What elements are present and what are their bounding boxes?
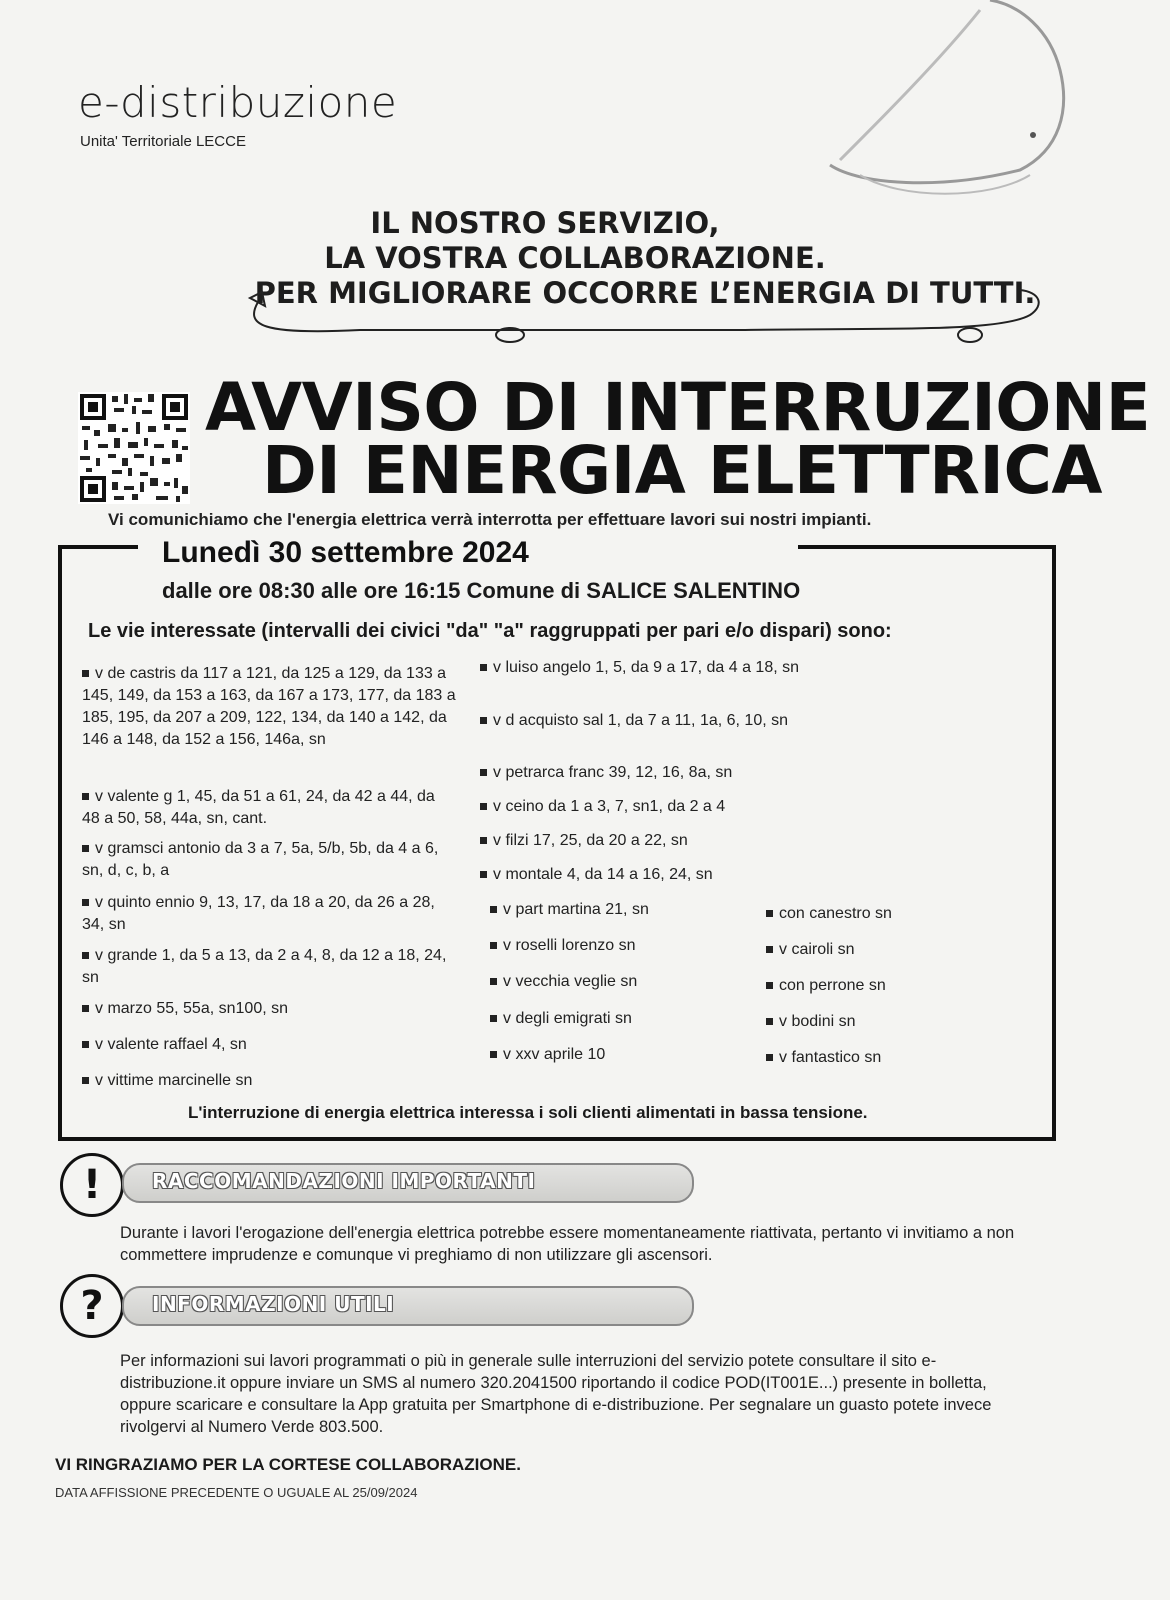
street-item: v quinto ennio 9, 13, 17, da 18 a 20, da 26 a 28, 34, sn (82, 894, 435, 933)
street-item: v de castris da 117 a 121, da 125 a 129, da 133 a 145, 149, da 153 a 163, da 167 a 173, 177, da 183 a 185, 195, da 207 a 209, 122, 134, da 140 a 142, da 146 a 148, da 152 a 156, 146a, sn (82, 665, 456, 748)
street-item: v luiso angelo 1, 5, da 9 a 17, da 4 a 18, sn (480, 657, 900, 679)
info-heading: INFORMAZIONI UTILI (152, 1292, 395, 1316)
street-item: v cairoli sn (766, 939, 1016, 961)
street-item: v degli emigrati sn (490, 1008, 750, 1030)
slogan-line-1: IL NOSTRO SERVIZIO, (370, 206, 720, 240)
street-item: v valente raffael 4, sn (82, 1034, 457, 1056)
street-item: v d acquisto sal 1, da 7 a 11, 1a, 6, 10, sn (480, 710, 900, 732)
outage-hours: dalle ore 08:30 alle ore 16:15 Comune di SALICE SALENTINO (162, 578, 801, 603)
street-item: con perrone sn (766, 975, 1016, 997)
slogan-line-2: LA VOSTRA COLLABORAZIONE. (324, 241, 826, 275)
street-item: v vittime marcinelle sn (82, 1070, 457, 1092)
company-logo: e-distribuzione (78, 78, 398, 127)
street-item: v filzi 17, 25, da 20 a 22, sn (480, 830, 900, 852)
streets-intro: Le vie interessate (intervalli dei civici "da" "a" raggruppati per pari e/o dispari) sono: (88, 620, 892, 642)
street-item: v bodini sn (766, 1011, 1016, 1033)
light-bulb-icon (820, 0, 1080, 240)
territorial-unit: Unita' Territoriale LECCE (80, 133, 246, 150)
box-top-border-left (58, 545, 138, 549)
street-item: con canestro sn (766, 903, 1016, 925)
street-item: v xxv aprile 10 (490, 1044, 750, 1066)
box-top-border-right (798, 545, 1052, 549)
thanks-line: VI RINGRAZIAMO PER LA CORTESE COLLABORAZIONE. (55, 1455, 521, 1474)
notice-title-line-2: DI ENERGIA ELETTRICA (262, 432, 1103, 509)
street-item: v petrarca franc 39, 12, 16, 8a, sn (480, 762, 900, 784)
street-item: v vecchia veglie sn (490, 971, 750, 993)
street-item: v part martina 21, sn (490, 899, 750, 921)
street-item: v valente g 1, 45, da 51 a 61, 24, da 42 a 44, da 48 a 50, 58, 44a, sn, cant. (82, 788, 435, 827)
street-item: v fantastico sn (766, 1047, 1016, 1069)
recommendations-heading: RACCOMANDAZIONI IMPORTANTI (152, 1169, 536, 1193)
street-item: v marzo 55, 55a, sn100, sn (82, 998, 457, 1020)
notice-intro: Vi comunichiamo che l'energia elettrica verrà interrotta per effettuare lavori sui nostri impianti. (108, 510, 872, 529)
recommendations-text: Durante i lavori l'erogazione dell'energia elettrica potrebbe essere momentaneamente riattivata, pertanto vi invitiamo a non commettere imprudenze e comunque vi preghiamo di non utilizzare gli ascensori. (120, 1224, 1015, 1264)
outage-date: Lunedì 30 settembre 2024 (162, 536, 529, 569)
posting-date: DATA AFFISSIONE PRECEDENTE O UGUALE AL 25/09/2024 (55, 1485, 418, 1500)
exclamation-icon: ! (60, 1153, 124, 1217)
power-cable-decoration (240, 280, 1070, 360)
street-item: v roselli lorenzo sn (490, 935, 750, 957)
notice-title-line-1: AVVISO DI INTERRUZIONE (205, 369, 1151, 446)
qr-code (78, 392, 190, 504)
street-item: v ceino da 1 a 3, 7, sn1, da 2 a 4 (480, 796, 900, 818)
low-voltage-note: L'interruzione di energia elettrica interessa i soli clienti alimentati in bassa tensione. (188, 1103, 868, 1122)
street-item: v grande 1, da 5 a 13, da 2 a 4, 8, da 12 a 18, 24, sn (82, 947, 447, 986)
slogan-line-3: PER MIGLIORARE OCCORRE L’ENERGIA DI TUTTI. (254, 276, 1036, 310)
street-item: v gramsci antonio da 3 a 7, 5a, 5/b, 5b, da 4 a 6, sn, d, c, b, a (82, 840, 439, 879)
question-mark-icon: ? (60, 1274, 124, 1338)
street-item: v montale 4, da 14 a 16, 24, sn (480, 864, 900, 886)
info-text: Per informazioni sui lavori programmati o più in generale sulle interruzioni del servizio potete consultare il sito e-distribuzione.it oppure inviare un SMS al numero 320.2041500 riportando il codice POD(IT001E...) presente in bolletta, oppure scaricare e consultare la App gratuita per Smartphone di e-distribuzione. Per segnalare un guasto potete invece rivolgervi al Numero Verde 803.500. (120, 1352, 992, 1436)
